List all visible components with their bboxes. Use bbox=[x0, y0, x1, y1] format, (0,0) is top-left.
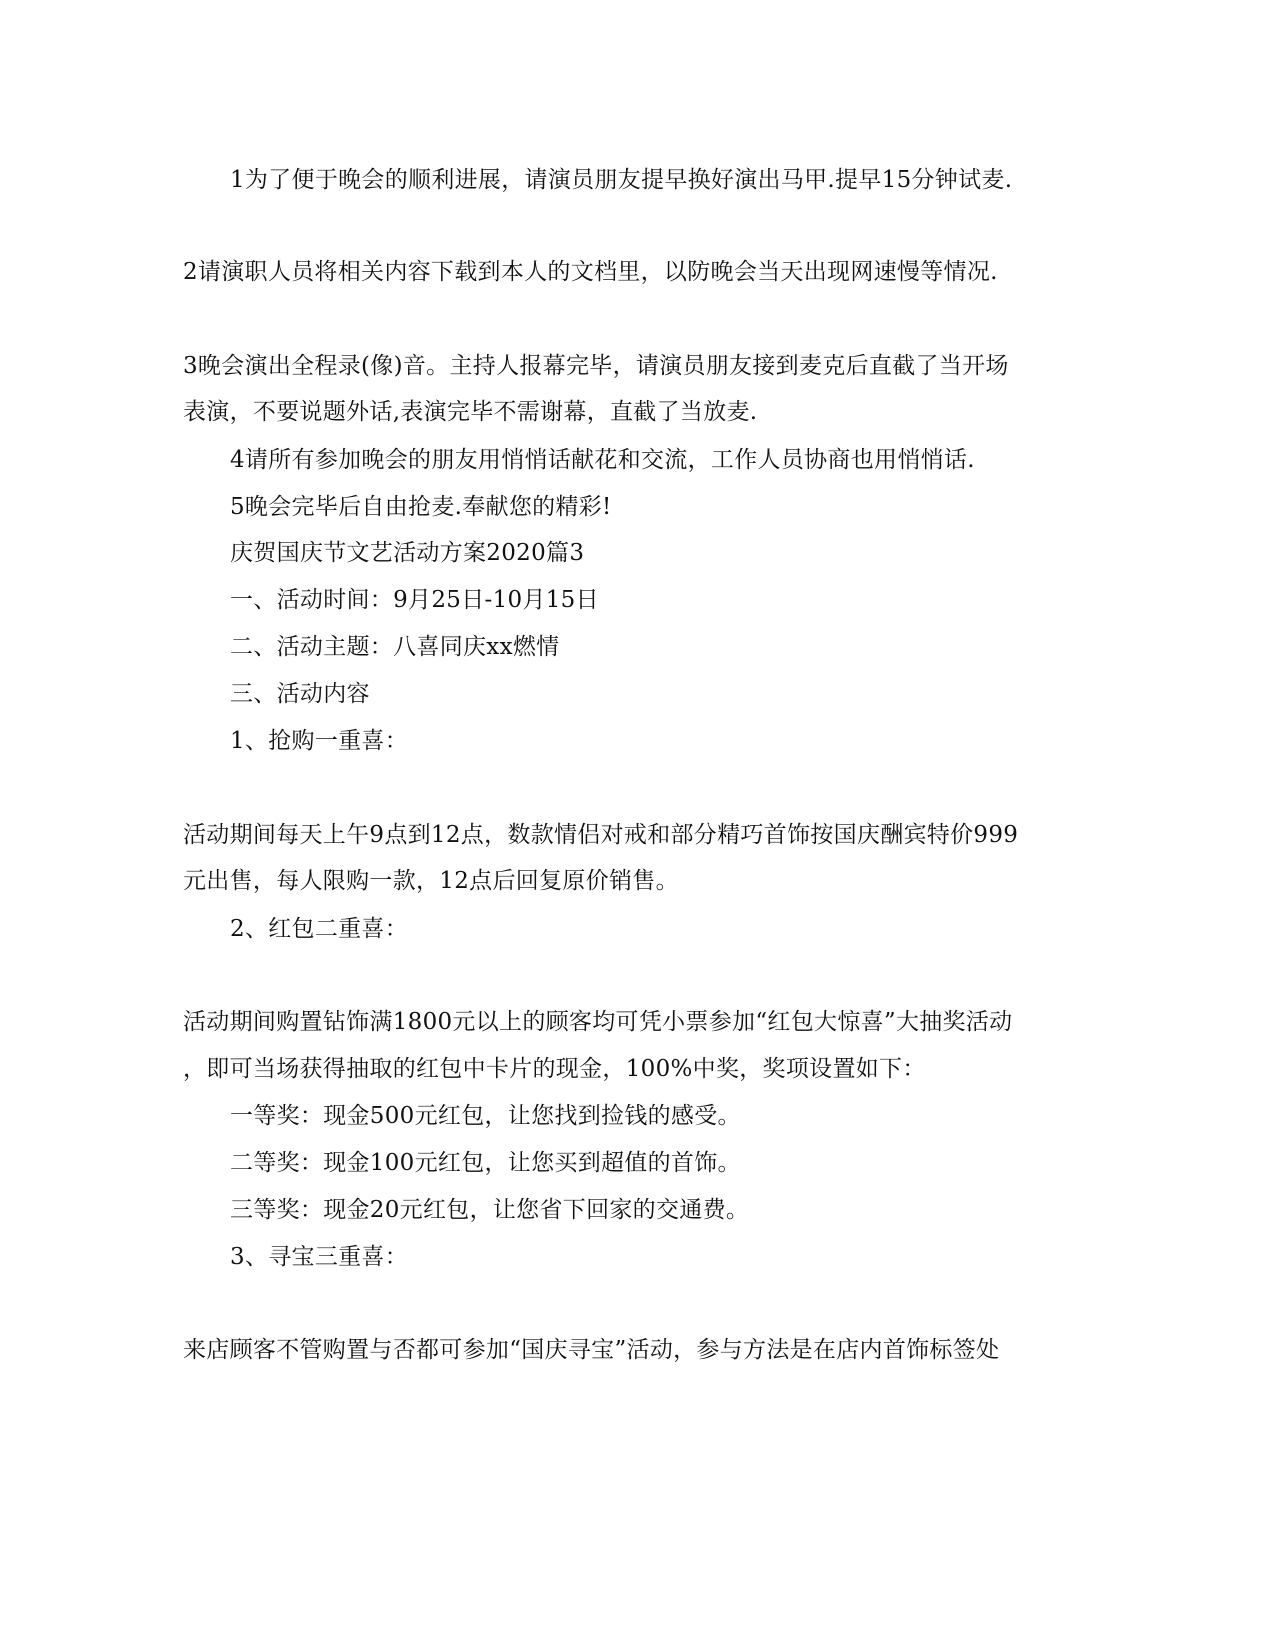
paragraph-line: ，即可当场获得抽取的红包中卡片的现金，100%中奖，奖项设置如下： bbox=[183, 1056, 926, 1082]
paragraph-line: 活动期间每天上午9点到12点，数款情侣对戒和部分精巧首饰按国庆酬宾特价999 bbox=[183, 822, 1019, 848]
paragraph-line: 表演，不要说题外话,表演完毕不需谢幕，直截了当放麦. bbox=[183, 399, 758, 425]
paragraph-line: 5晚会完毕后自由抢麦.奉献您的精彩! bbox=[230, 494, 612, 520]
paragraph-line: 来店顾客不管购置与否都可参加“国庆寻宝”活动，参与方法是在店内首饰标签处 bbox=[183, 1337, 1000, 1363]
paragraph-line: 2请演职人员将相关内容下载到本人的文档里，以防晚会当天出现网速慢等情况. bbox=[183, 259, 998, 285]
paragraph-line: 二、活动主题：八喜同庆xx燃情 bbox=[230, 634, 560, 660]
paragraph-line: 元出售，每人限购一款，12点后回复原价销售。 bbox=[183, 868, 679, 894]
paragraph-line: 活动期间购置钻饰满1800元以上的顾客均可凭小票参加“红包大惊喜”大抽奖活动 bbox=[183, 1009, 1013, 1035]
paragraph-line: 二等奖：现金100元红包，让您买到超值的首饰。 bbox=[230, 1150, 741, 1176]
paragraph-line: 一等奖：现金500元红包，让您找到捡钱的感受。 bbox=[230, 1103, 741, 1129]
paragraph-line: 1、抢购一重喜： bbox=[230, 728, 409, 754]
paragraph-line: 一、活动时间：9月25日-10月15日 bbox=[230, 587, 599, 613]
paragraph-line: 1为了便于晚会的顺利进展，请演员朋友提早换好演出马甲.提早15分钟试麦. bbox=[230, 167, 1013, 193]
paragraph-line: 3、寻宝三重喜： bbox=[230, 1244, 409, 1270]
section-heading: 庆贺国庆节文艺活动方案2020篇3 bbox=[230, 540, 585, 566]
paragraph-line: 三等奖：现金20元红包，让您省下回家的交通费。 bbox=[230, 1197, 750, 1223]
paragraph-line: 2、红包二重喜： bbox=[230, 916, 409, 942]
paragraph-line: 3晚会演出全程录(像)音。主持人报幕完毕，请演员朋友接到麦克后直截了当开场 bbox=[183, 353, 1009, 379]
paragraph-line: 4请所有参加晚会的朋友用悄悄话献花和交流，工作人员协商也用悄悄话. bbox=[230, 447, 975, 473]
paragraph-line: 三、活动内容 bbox=[230, 681, 370, 707]
